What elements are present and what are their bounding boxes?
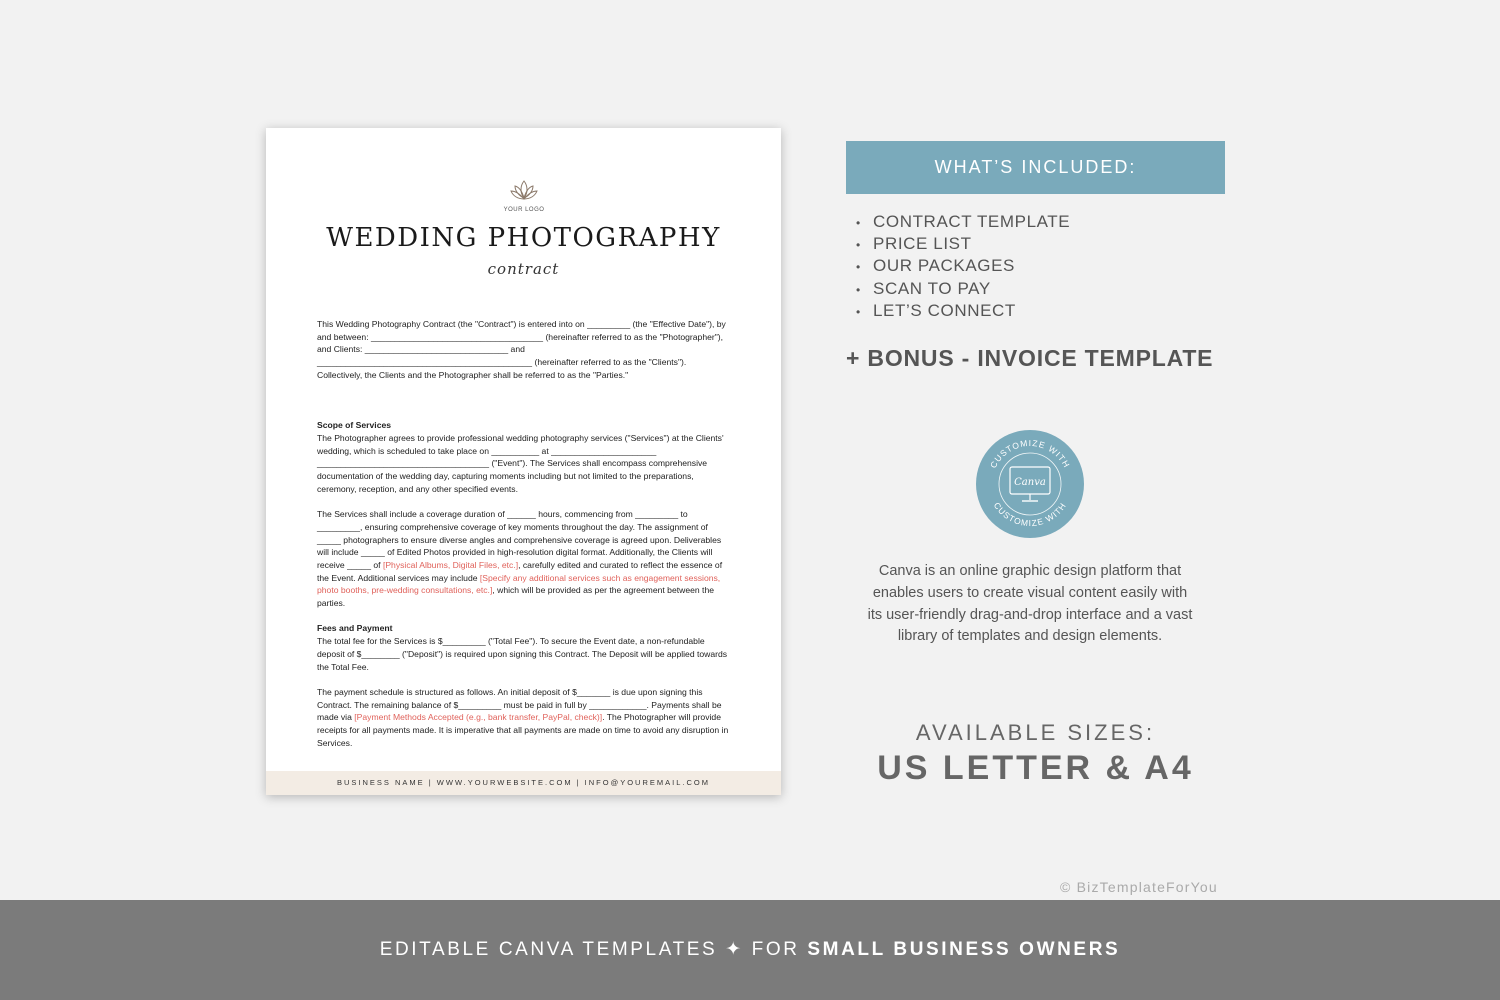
whats-included-banner: WHAT’S INCLUDED: bbox=[846, 141, 1225, 194]
scope-paragraph-1: The Photographer agrees to provide professional wedding photography services ("Services") at the Clients' wedding, which is scheduled to take place on __________ at ______________________ ____________________________________ ("Event"). The Services shall encompass comprehensive documentation of the wedding day, capturing moments including but not limited to the preparations, ceremony, reception, and any other specified events. bbox=[317, 432, 724, 494]
document-body bbox=[317, 318, 729, 762]
banner-prefix: EDITABLE CANVA TEMPLATES ✦ FOR bbox=[379, 939, 808, 960]
contract-preview-page bbox=[266, 128, 781, 795]
list-item: • OUR PACKAGES bbox=[856, 256, 1015, 276]
available-sizes-value: US LETTER & A4 bbox=[877, 749, 1194, 787]
document-title: WEDDING PHOTOGRAPHY bbox=[326, 223, 721, 253]
copyright-text: © BizTemplateForYou bbox=[1060, 879, 1218, 895]
intro-paragraph: This Wedding Photography Contract (the "Contract") is entered into on _________ (the "Effective Date"), by and between: ____________________________________ (hereinafter referred to as the "Photographer"), and Clients: ______________________________ and _____________________________________________ (hereinafter referred to as the "Clients"). Collectively, the Clients and the Photographer shall be referred to as the "Parties." bbox=[317, 319, 726, 380]
canva-badge bbox=[975, 429, 1085, 539]
placeholder-text: [Physical Albums, Digital Files, etc.] bbox=[382, 559, 519, 570]
placeholder-text: [Specify any additional services such as engagement sessions, photo booths, pre-wedding consultations, etc.] bbox=[317, 572, 721, 596]
fees-paragraph-1: The total fee for the Services is $_________ ("Total Fee"). To secure the Event date, a non-refundable deposit of $________ ("Deposit") is required upon signing this Contract. The Deposit will be applied towards the Total Fee. bbox=[317, 636, 728, 672]
canva-logo-text: Canva bbox=[1014, 477, 1046, 488]
customize-with-canva-icon bbox=[975, 429, 1085, 539]
bonus-text: + BONUS - INVOICE TEMPLATE bbox=[846, 345, 1214, 371]
banner-emphasis: SMALL BUSINESS OWNERS bbox=[807, 939, 1121, 960]
bottom-banner bbox=[0, 900, 1500, 1000]
scope-paragraph-2: The Services shall include a coverage duration of ______ hours, commencing from _________ to _________, ensuring comprehensive coverage of key moments throughout the day. The assignment of _____ photographers to ensure diverse angles and comprehensive coverage is agreed upon. Deliverables will include _____ of Edited Photos provided in high-resolution digital format. Additionally, the Clients will receive _____ of [Physical Albums, Digital Files, etc.], carefully edited and curated to reflect the essence of the Event. Additional services may include [Specify any additional services such as engagement sessions, photo booths, pre-wedding consultations, etc.], which will be provided as per the agreement between the parties. bbox=[317, 509, 723, 609]
list-item: • LET’S CONNECT bbox=[856, 300, 1016, 320]
logo-placeholder-text: YOUR LOGO bbox=[503, 207, 545, 213]
canva-description: Canva is an online graphic design platform that enables users to create visual content easily with its user-friendly drag-and-drop interface and a vast library of templates and design elements. bbox=[867, 563, 1193, 645]
fees-paragraph-2: The payment schedule is structured as follows. An initial deposit of $_______ is due upon signing this Contract. The remaining balance of $_________ must be paid in full by ____________. Payments shall be made via [Payment Methods Accepted (e.g., bank transfer, PayPal, check)]. The Photographer will provide receipts for all payments made. It is imperative that all payments are made on time to avoid any disruption in Services. bbox=[317, 686, 729, 748]
document-footer: BUSINESS NAME | WWW.YOURWEBSITE.COM | INFO@YOUREMAIL.COM bbox=[266, 771, 781, 795]
placeholder-text: [Payment Methods Accepted (e.g., bank transfer, PayPal, check)] bbox=[354, 712, 603, 723]
list-item: • CONTRACT TEMPLATE bbox=[856, 212, 1071, 231]
list-item: • PRICE LIST bbox=[856, 234, 972, 254]
document-logo bbox=[502, 178, 546, 213]
ring-text-bottom: CUSTOMIZE WITH bbox=[991, 500, 1069, 529]
document-subtitle: contract bbox=[487, 260, 560, 278]
included-list bbox=[856, 211, 1070, 322]
fees-heading: Fees and Payment bbox=[317, 623, 393, 634]
ring-text-top: CUSTOMIZE WITH bbox=[987, 437, 1073, 470]
lotus-icon bbox=[509, 178, 539, 206]
list-item: • SCAN TO PAY bbox=[856, 278, 991, 298]
available-sizes-label: AVAILABLE SIZES: bbox=[915, 720, 1156, 745]
scope-heading: Scope of Services bbox=[317, 420, 392, 431]
